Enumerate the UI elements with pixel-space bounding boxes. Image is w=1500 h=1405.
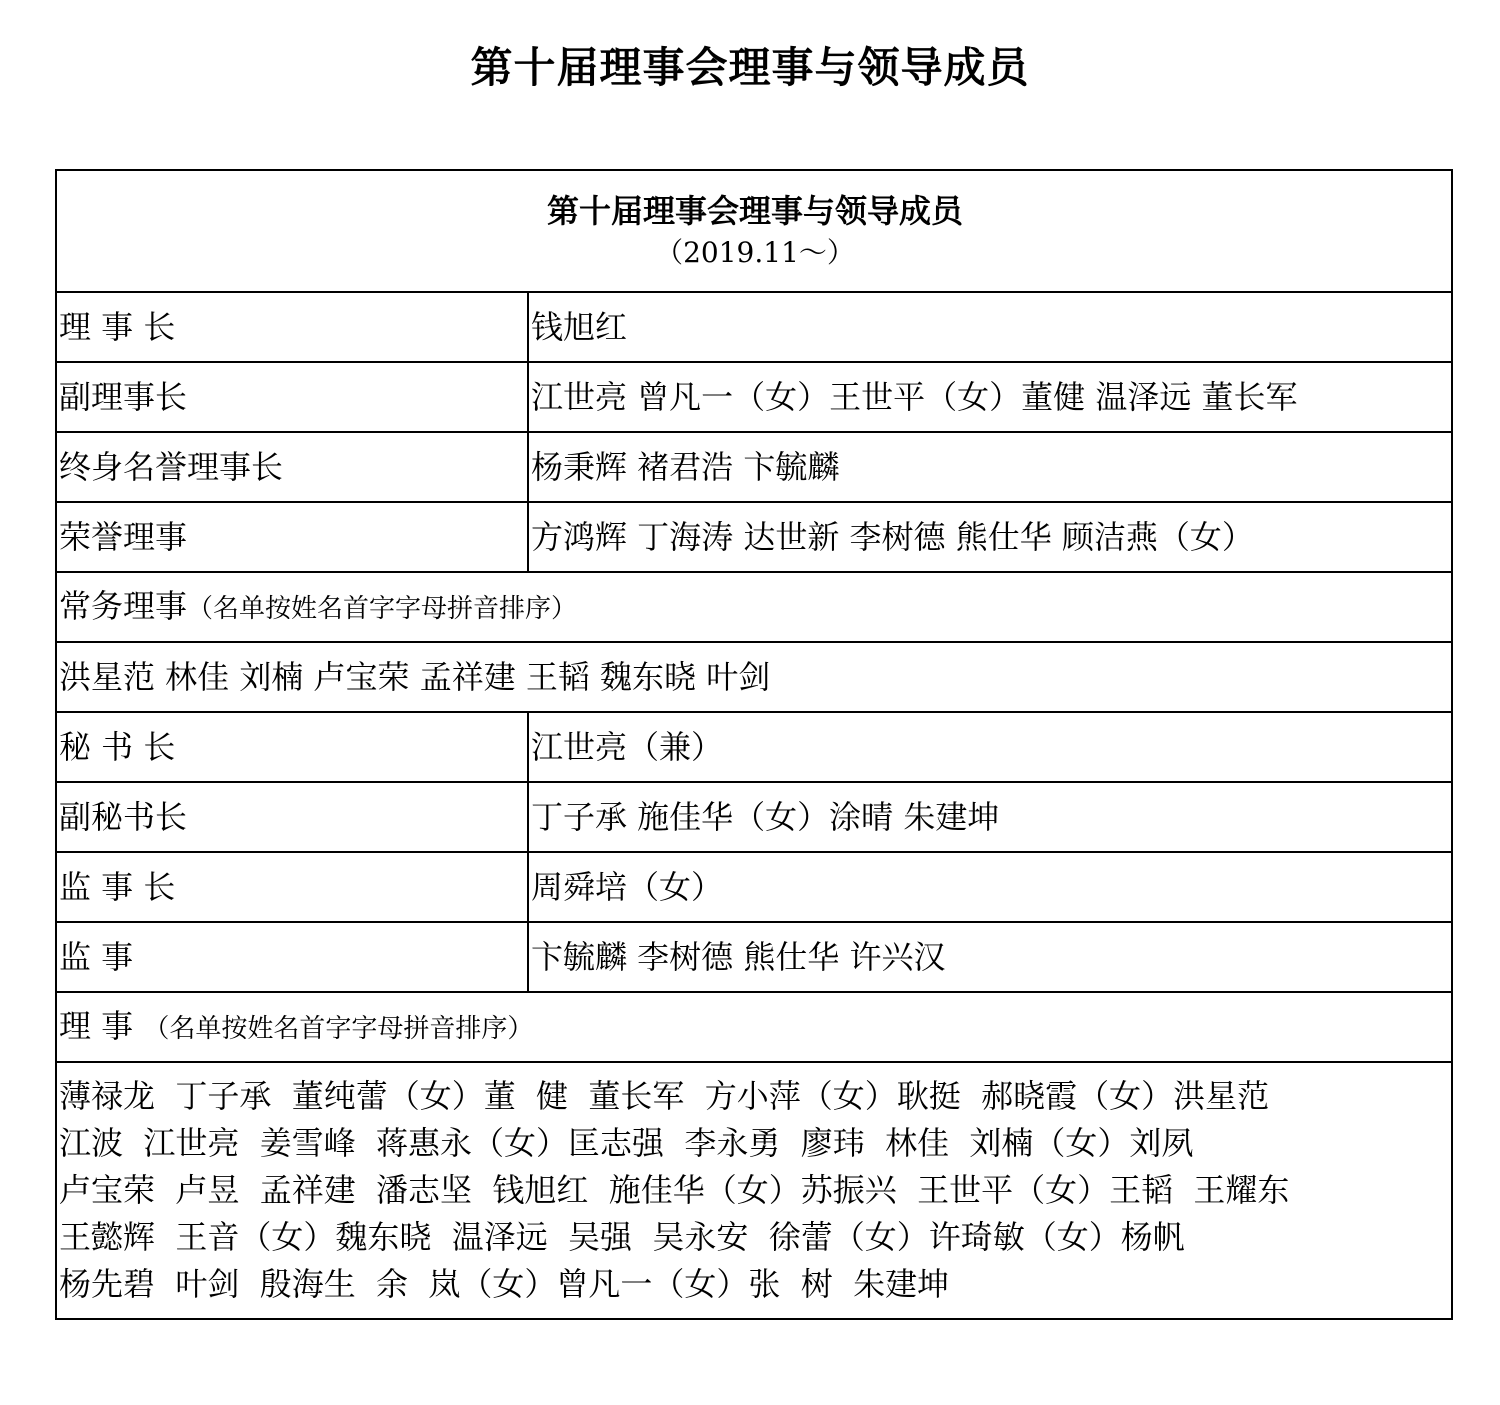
table-row <box>56 432 1452 502</box>
row-value: 丁子承 施佳华（女）涂晴 朱建坤 <box>528 782 1452 852</box>
directors-line: 江波 江世亮 姜雪峰 蒋惠永（女）匡志强 李永勇 廖玮 林佳 刘楠（女）刘夙 <box>59 1124 1194 1162</box>
standing-directors-header <box>56 572 1452 642</box>
standing-directors-note: （名单按姓名首字字母拼音排序） <box>187 593 578 624</box>
row-label: 监 事 <box>56 922 528 992</box>
directors-names-row <box>56 1062 1452 1319</box>
table-row <box>56 712 1452 782</box>
table-row <box>56 362 1452 432</box>
directors-label: 理 事 <box>59 1006 134 1045</box>
row-value: 钱旭红 <box>528 292 1452 362</box>
row-label: 副秘书长 <box>56 782 528 852</box>
row-label: 监 事 长 <box>56 852 528 922</box>
directors-note: （名单按姓名首字字母拼音排序） <box>143 1013 534 1044</box>
table-header <box>56 170 1452 292</box>
table-title: 第十届理事会理事与领导成员 <box>547 192 964 230</box>
row-value: 杨秉辉 褚君浩 卞毓麟 <box>528 432 1452 502</box>
table-row <box>56 292 1452 362</box>
table-row <box>56 852 1452 922</box>
row-value: 江世亮（兼） <box>528 712 1452 782</box>
table-row <box>56 502 1452 572</box>
directors-line: 卢宝荣 卢昱 孟祥建 潘志坚 钱旭红 施佳华（女）苏振兴 王世平（女）王韬 王耀东 <box>59 1171 1290 1209</box>
row-label: 秘 书 长 <box>56 712 528 782</box>
table-subtitle: （2019.11～） <box>655 236 855 269</box>
row-value: 卞毓麟 李树德 熊仕华 许兴汉 <box>528 922 1452 992</box>
directors-line: 薄禄龙 丁子承 董纯蕾（女）董 健 董长军 方小萍（女）耿挺 郝晓霞（女）洪星范 <box>59 1077 1270 1115</box>
table-row <box>56 782 1452 852</box>
directors-names <box>56 1062 1452 1319</box>
row-label: 荣誉理事 <box>56 502 528 572</box>
row-label: 终身名誉理事长 <box>56 432 528 502</box>
directors-line: 王懿辉 王音（女）魏东晓 温泽远 吴强 吴永安 徐蕾（女）许琦敏（女）杨帆 <box>59 1218 1185 1256</box>
standing-directors-label: 常务理事 <box>59 586 188 625</box>
row-value: 方鸿辉 丁海涛 达世新 李树德 熊仕华 顾洁燕（女） <box>528 502 1452 572</box>
directors-header-row <box>56 992 1452 1062</box>
standing-directors-names-row <box>56 642 1452 712</box>
row-label: 副理事长 <box>56 362 528 432</box>
row-label: 理 事 长 <box>56 292 528 362</box>
table-row <box>56 922 1452 992</box>
leadership-table <box>55 169 1453 1320</box>
directors-header <box>56 992 1452 1062</box>
directors-line: 杨先碧 叶剑 殷海生 余 岚（女）曾凡一（女）张 树 朱建坤 <box>59 1265 950 1303</box>
standing-directors-names: 洪星范 林佳 刘楠 卢宝荣 孟祥建 王韬 魏东晓 叶剑 <box>56 642 1452 712</box>
standing-directors-header-row <box>56 572 1452 642</box>
page-title: 第十届理事会理事与领导成员 <box>470 43 1030 92</box>
row-value: 江世亮 曾凡一（女）王世平（女）董健 温泽远 董长军 <box>528 362 1452 432</box>
row-value: 周舜培（女） <box>528 852 1452 922</box>
